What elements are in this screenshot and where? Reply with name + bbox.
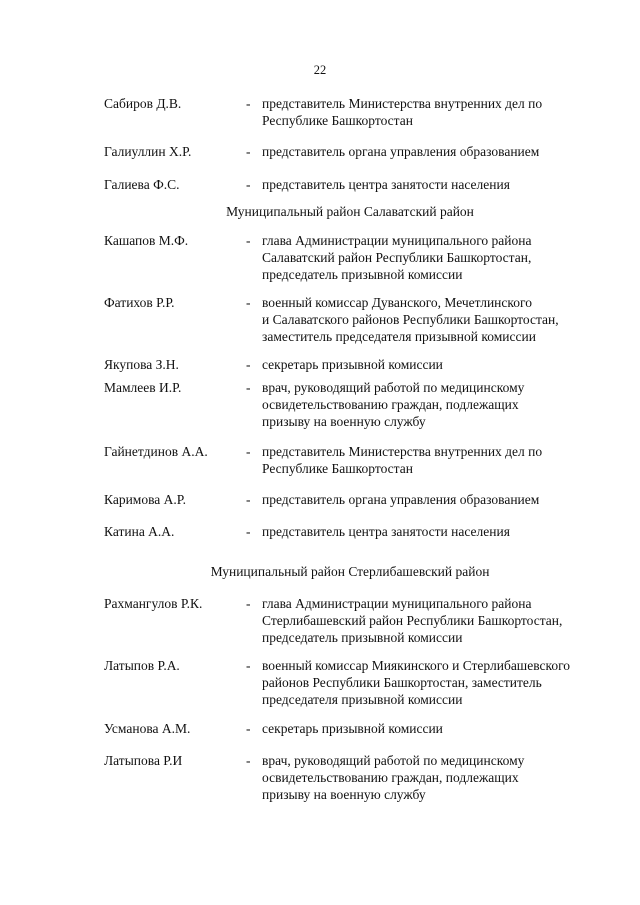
dash-separator: - <box>246 524 251 539</box>
member-name: Катина А.А. <box>104 524 175 539</box>
member-name: Мамлеев И.Р. <box>104 380 182 395</box>
member-role <box>262 720 612 737</box>
page-number: 22 <box>313 63 327 77</box>
member-role <box>262 232 612 283</box>
role-line: представитель центра занятости населения <box>262 177 510 192</box>
dash-separator: - <box>246 96 251 111</box>
role-line: секретарь призывной комиссии <box>262 357 443 372</box>
member-role <box>262 379 612 430</box>
role-line: представитель органа управления образованием <box>262 144 540 159</box>
member-role <box>262 657 612 708</box>
dash-separator: - <box>246 444 251 459</box>
role-line: Стерлибашевский район Республики Башкортостан, <box>262 613 563 628</box>
role-line: глава Администрации муниципального района <box>262 233 532 248</box>
role-line: представитель Министерства внутренних дел по <box>262 444 543 459</box>
member-name: Усманова А.М. <box>104 721 191 736</box>
dash-separator: - <box>246 177 251 192</box>
role-line: военный комиссар Миякинского и Стерлибашевского <box>262 658 571 673</box>
dash-separator: - <box>246 233 251 248</box>
dash-separator: - <box>246 357 251 372</box>
dash-separator: - <box>246 658 251 673</box>
member-name: Латыпова Р.И <box>104 753 183 768</box>
member-name: Каримова А.Р. <box>104 492 186 507</box>
dash-separator: - <box>246 492 251 507</box>
member-name: Латыпов Р.А. <box>104 658 180 673</box>
role-line: председатель призывной комиссии <box>262 630 463 645</box>
member-role <box>262 491 612 508</box>
role-line: освидетельствованию граждан, подлежащих <box>262 770 519 785</box>
role-line: освидетельствованию граждан, подлежащих <box>262 397 519 412</box>
role-line: представитель Министерства внутренних дел по <box>262 96 543 111</box>
role-line: военный комиссар Дуванского, Мечетлинского <box>262 295 532 310</box>
role-line: представитель органа управления образованием <box>262 492 540 507</box>
member-role <box>262 176 612 193</box>
member-role <box>262 523 612 540</box>
role-line: председателя призывной комиссии <box>262 692 463 707</box>
member-role <box>262 595 612 646</box>
member-name: Якупова З.Н. <box>104 357 179 372</box>
role-line: заместитель председателя призывной комиссии <box>262 329 536 344</box>
member-role <box>262 95 612 129</box>
member-role <box>262 143 612 160</box>
role-line: и Салаватского районов Республики Башкортостан, <box>262 312 559 327</box>
role-line: глава Администрации муниципального района <box>262 596 532 611</box>
member-name: Галиуллин Х.Р. <box>104 144 192 159</box>
member-role <box>262 294 612 345</box>
role-line: секретарь призывной комиссии <box>262 721 443 736</box>
section-heading: Муниципальный район Салаватский район <box>226 204 474 219</box>
dash-separator: - <box>246 596 251 611</box>
dash-separator: - <box>246 144 251 159</box>
member-name: Рахмангулов Р.К. <box>104 596 203 611</box>
dash-separator: - <box>246 380 251 395</box>
section-heading: Муниципальный район Стерлибашевский район <box>210 564 490 579</box>
role-line: районов Республики Башкортостан, заместитель <box>262 675 542 690</box>
role-line: Республике Башкортостан <box>262 113 413 128</box>
dash-separator: - <box>246 753 251 768</box>
role-line: Республике Башкортостан <box>262 461 413 476</box>
member-name: Фатихов Р.Р. <box>104 295 175 310</box>
member-role <box>262 752 612 803</box>
member-role <box>262 356 612 373</box>
role-line: Салаватский район Республики Башкортостан, <box>262 250 532 265</box>
dash-separator: - <box>246 721 251 736</box>
role-line: призыву на военную службу <box>262 414 426 429</box>
member-name: Сабиров Д.В. <box>104 96 182 111</box>
member-name: Кашапов М.Ф. <box>104 233 189 248</box>
member-role <box>262 443 612 477</box>
member-name: Гайнетдинов А.А. <box>104 444 208 459</box>
role-line: врач, руководящий работой по медицинскому <box>262 380 525 395</box>
role-line: представитель центра занятости населения <box>262 524 510 539</box>
dash-separator: - <box>246 295 251 310</box>
member-name: Галиева Ф.С. <box>104 177 180 192</box>
role-line: врач, руководящий работой по медицинскому <box>262 753 525 768</box>
role-line: призыву на военную службу <box>262 787 426 802</box>
role-line: председатель призывной комиссии <box>262 267 463 282</box>
